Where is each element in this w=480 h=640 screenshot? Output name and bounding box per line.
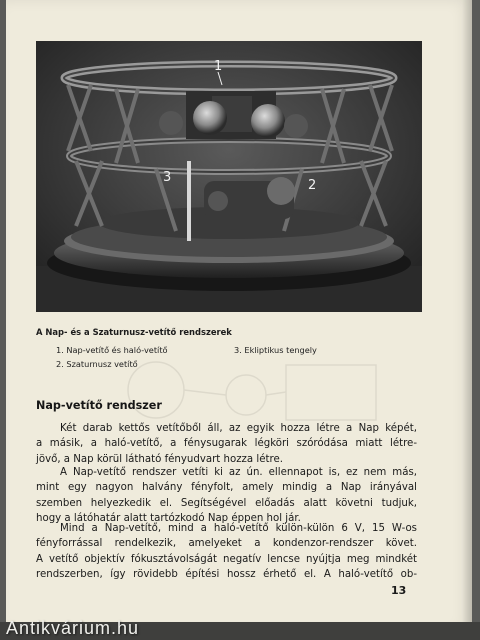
paragraph-3-line-2: fényforrással rendelkezik, amelyeket a kondenzor-rendszer követ.: [36, 538, 417, 550]
paragraph-2-line-4: hogy a látóhatár alatt tartózkodó Nap éppen hol jár.: [36, 513, 301, 525]
book-page: [6, 0, 472, 632]
paragraph-3: [36, 521, 417, 583]
figure-label-3: 3: [163, 170, 172, 185]
paragraph-1-line-3: jövő, a Nap körül látható fényudvart hozza létre.: [36, 453, 283, 465]
paragraph-2-line-1: A Nap-vetítő rendszer vetíti ki az ún. ellennapot is, ez nem más,: [60, 467, 417, 478]
paragraph-3-line-3: A vetítő objektív fókusztávolságát negatív lencse nyújtja meg mindkét: [36, 553, 417, 565]
paragraph-1: [36, 421, 417, 467]
paragraph-2: [36, 465, 417, 527]
legend-item-1: 1. Nap-vetítő és haló-vetítő: [56, 345, 168, 355]
legend-item-3: 3. Ekliptikus tengely: [234, 345, 317, 355]
page-number: 13: [391, 584, 407, 597]
figure-label-2: 2: [308, 178, 317, 193]
paragraph-1-line-2: a másik, a haló-vetítő, a fénysugarak légköri szóródása miatt létre-: [36, 438, 417, 450]
section-heading: Nap-vetítő rendszer: [36, 399, 162, 412]
projector-photo: [36, 41, 422, 312]
paragraph-1-line-1: Két darab kettős vetítőből áll, az egyik hozza létre a Nap képét,: [60, 423, 417, 434]
paragraph-3-line-4: rendszerben, így rövidebb építési hossz érhető el. A haló-vetítő ob-: [36, 569, 417, 581]
figure-label-1: 1: [214, 59, 223, 74]
legend-item-2: 2. Szaturnusz vetítő: [56, 359, 138, 369]
paragraph-3-line-1: Mind a Nap-vetítő, mind a haló-vetítő külön-külön 6 V, 15 W-os: [60, 523, 417, 534]
paragraph-2-line-2: mint egy nagyon halvány fényfolt, amely mindig a Nap irányával: [36, 482, 417, 494]
page-fold-shadow: [462, 0, 472, 632]
watermark: Antikvárium.hu: [6, 618, 140, 638]
paragraph-2-line-3: szemben helyezkedik el. Segítségével előadás alatt követni tudjuk,: [36, 497, 417, 509]
figure-caption-title: A Nap- és a Szaturnusz-vetítő rendszerek: [36, 327, 232, 337]
